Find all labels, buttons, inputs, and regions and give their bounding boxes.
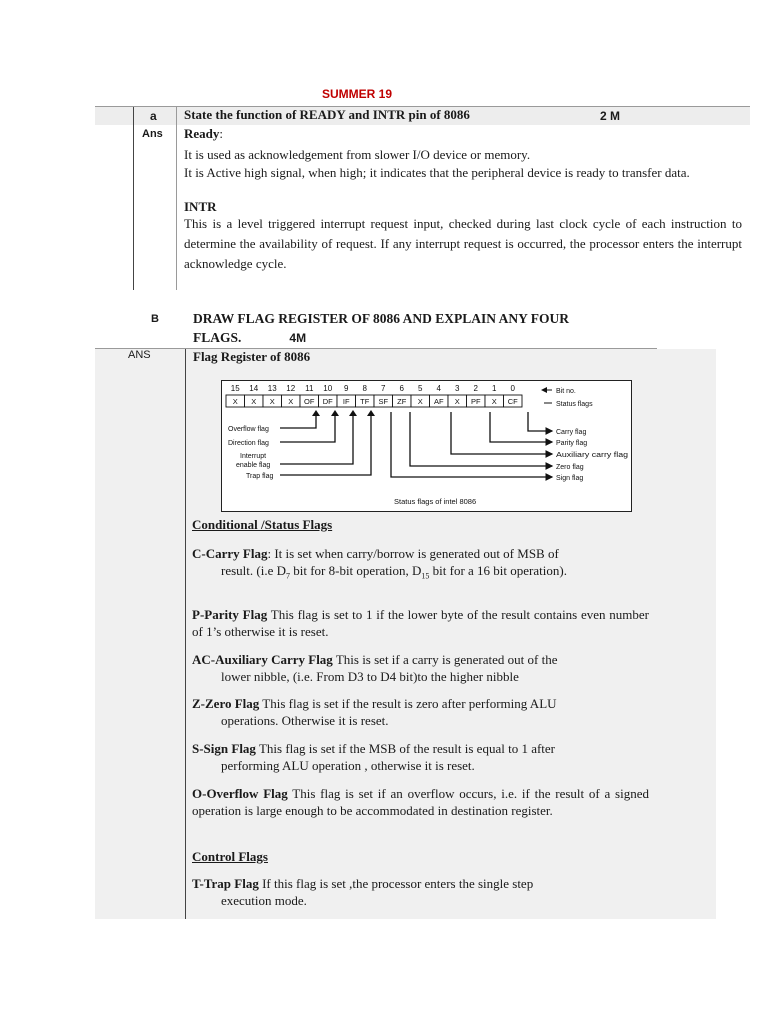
overflow-arrow — [280, 412, 316, 428]
intr-heading: INTR — [184, 199, 217, 214]
bit-number: 5 — [418, 384, 423, 393]
intr-text: This is a level triggered interrupt request input, checked during last clock cycle of each instruction to determine the availability of request. If any interrupt request is occurred, the processor enters the interrupt acknowledge cycle. — [184, 216, 742, 271]
zero-arrow — [410, 412, 552, 466]
direction-arrow — [280, 412, 335, 442]
bit-no-label: Bit no. — [556, 388, 576, 395]
flag-cell-label: X — [232, 397, 238, 406]
flag-cell-label: IF — [342, 397, 350, 406]
left-label-overflow: Overflow flag — [228, 426, 269, 433]
flag-cell-label: X — [417, 397, 423, 406]
flag-register-heading: Flag Register of 8086 — [193, 349, 311, 364]
carry-flag-para: C-Carry Flag: It is set when carry/borrow is generated out of MSB of — [192, 546, 559, 561]
flag-cell-label: ZF — [397, 397, 407, 406]
sign-flag-para-2: performing ALU operation , otherwise it is reset. — [221, 758, 475, 773]
carry-arrow — [528, 412, 552, 431]
left-label-interrupt: Interrupt — [240, 453, 267, 460]
bit-number: 11 — [305, 384, 314, 393]
flag-cell-label: SF — [378, 397, 389, 406]
row-divider — [95, 348, 657, 349]
parity-arrow — [490, 412, 552, 442]
bit-number: 10 — [323, 384, 333, 393]
bit-number: 1 — [492, 384, 497, 393]
status-flags-label: Status flags — [556, 401, 593, 408]
aux-carry-arrow — [451, 412, 552, 454]
bit-number: 14 — [249, 384, 259, 393]
question-a-text: State the function of READY and INTR pin of 8086 — [184, 107, 470, 122]
column-divider — [185, 349, 186, 919]
trap-flag-para-2: execution mode. — [221, 893, 307, 908]
diagram-caption: Status flags of intel 8086 — [394, 497, 477, 506]
ready-heading: Ready: — [184, 126, 224, 141]
flag-cell-label: X — [269, 397, 275, 406]
flag-cell-label: X — [454, 397, 460, 406]
parity-flag-para: P-Parity Flag This flag is set to 1 if the lower byte of the result contains even number of 1’s otherwise it is reset. — [192, 607, 649, 639]
answer-a-label: Ans — [142, 128, 163, 140]
left-label-trap: Trap flag — [246, 473, 274, 480]
flag-cell-label: OF — [304, 397, 315, 406]
sign-flag-para: S-Sign Flag This flag is set if the MSB of the result is equal to 1 after — [192, 741, 556, 756]
flag-register-svg — [222, 381, 631, 511]
right-label-sign: Sign flag — [556, 475, 584, 482]
bit-number: 15 — [230, 384, 240, 393]
flag-cell-label: TF — [360, 397, 370, 406]
question-a-label: a — [150, 109, 157, 123]
flag-register-diagram — [221, 380, 632, 512]
right-label-aux: Auxiliary carry flag — [556, 452, 629, 459]
bit-number: 6 — [399, 384, 404, 393]
answer-b-label: ANS — [128, 349, 151, 361]
bit-number: 3 — [455, 384, 460, 393]
bit-number: 8 — [362, 384, 367, 393]
flag-cell-label: AF — [433, 397, 444, 406]
flag-cell-label: DF — [322, 397, 333, 406]
zero-flag-para: Z-Zero Flag This flag is set if the result is zero after performing ALU — [192, 696, 557, 711]
overflow-flag-para: O-Overflow Flag This flag is set if an overflow occurs, i.e. if the result of a signed operation is large enough to be accommodated in destination register. — [192, 786, 649, 818]
bit-number: 7 — [381, 384, 386, 393]
flag-cell-label: X — [491, 397, 497, 406]
question-b-text: DRAW FLAG REGISTER OF 8086 AND EXPLAIN ANY FOUR FLAGS. 4M — [193, 311, 570, 345]
bit-number: 0 — [510, 384, 515, 393]
left-label-enable: enable flag — [236, 462, 271, 469]
left-label-direction: Direction flag — [228, 440, 269, 447]
carry-flag-para-2: result. (i.e $D_7$ bit for 8-bit operation, $D_{15}$ bit for a 16 bit operation). — [221, 563, 567, 581]
bit-number: 12 — [286, 384, 296, 393]
zero-flag-para-2: operations. Otherwise it is reset. — [221, 713, 389, 728]
right-label-carry: Carry flag — [556, 429, 587, 436]
session-title: SUMMER 19 — [322, 87, 393, 101]
flag-cell-label: CF — [507, 397, 518, 406]
flag-cell-label: X — [288, 397, 294, 406]
bit-number: 13 — [267, 384, 277, 393]
column-divider — [176, 107, 177, 290]
bit-number: 4 — [436, 384, 441, 393]
question-a-marks: 2 M — [600, 109, 621, 123]
flag-cell-label: X — [251, 397, 257, 406]
conditional-flags-heading: Conditional /Status Flags — [192, 517, 333, 532]
aux-carry-flag-para-2: lower nibble, (i.e. From D3 to D4 bit)to the higher nibble — [221, 669, 519, 684]
trap-arrow — [280, 412, 371, 475]
trap-flag-para: T-Trap Flag If this flag is set ,the processor enters the single step — [192, 876, 534, 891]
aux-carry-flag-para: AC-Auxiliary Carry Flag This is set if a carry is generated out of the — [192, 652, 558, 667]
question-b-marks: 4M — [289, 331, 307, 345]
ready-line-1: It is used as acknowledgement from slower I/O device or memory. — [184, 147, 531, 162]
flag-cell-label: PF — [470, 397, 481, 406]
column-divider — [133, 107, 134, 290]
right-label-parity: Parity flag — [556, 440, 588, 447]
right-label-zero: Zero flag — [556, 464, 584, 471]
bit-number: 2 — [473, 384, 478, 393]
question-b-label: B — [151, 313, 159, 325]
bit-number: 9 — [344, 384, 349, 393]
ready-line-2: It is Active high signal, when high; it indicates that the peripheral device is ready to transfer data. — [184, 165, 690, 180]
control-flags-heading: Control Flags — [192, 849, 268, 864]
